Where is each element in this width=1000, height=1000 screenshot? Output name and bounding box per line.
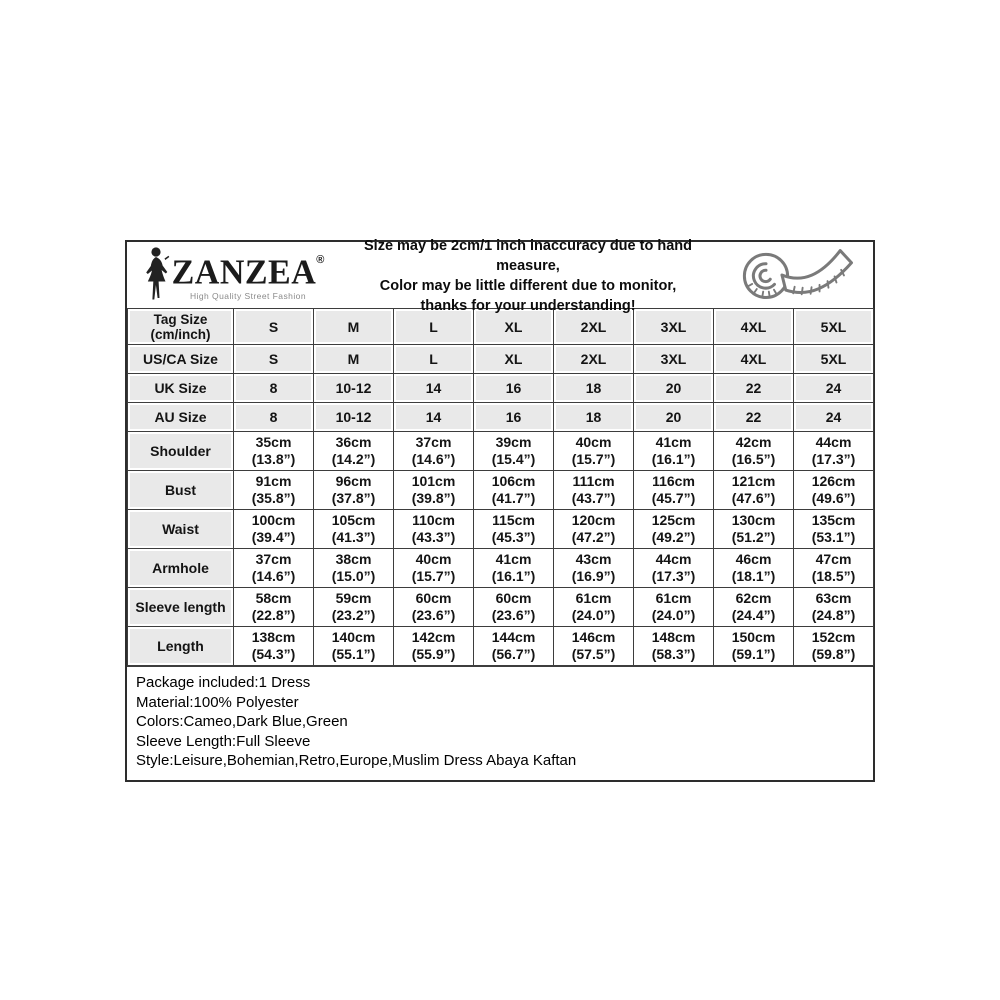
product-details — [127, 666, 873, 780]
measure-cm: 37cm — [255, 550, 292, 567]
measure-disclaimer — [335, 234, 721, 316]
measure-inch: (57.5”) — [571, 646, 616, 662]
table-row-length — [128, 627, 874, 666]
size-cell: 14 — [394, 403, 474, 432]
measure-inch: (15.0”) — [331, 568, 376, 584]
measure-cm: 125cm — [651, 511, 696, 528]
measure-cm: 135cm — [811, 511, 856, 528]
size-cell: 10-12 — [314, 374, 394, 403]
measure-inch: (22.8”) — [251, 607, 296, 623]
measure-cell — [714, 549, 794, 588]
measure-inch: (55.9”) — [411, 646, 456, 662]
measure-cm: 105cm — [331, 511, 376, 528]
row-label-au: AU Size — [128, 403, 234, 432]
measure-cell — [394, 627, 474, 666]
measure-cm: 46cm — [735, 550, 772, 567]
measure-inch: (14.2”) — [331, 451, 376, 467]
measure-cm: 61cm — [575, 589, 612, 606]
measure-inch: (14.6”) — [411, 451, 456, 467]
measure-inch: (43.7”) — [571, 490, 616, 506]
measure-inch: (16.1”) — [491, 568, 536, 584]
measure-inch: (24.8”) — [811, 607, 856, 623]
size-cell: M — [314, 345, 394, 374]
brand-name-line — [171, 253, 325, 292]
measure-cm: 121cm — [731, 472, 776, 489]
measure-inch: (47.2”) — [571, 529, 616, 545]
measure-cell — [634, 549, 714, 588]
measure-cell — [234, 549, 314, 588]
size-cell: 10-12 — [314, 403, 394, 432]
measure-cell — [794, 549, 874, 588]
header-banner — [127, 238, 873, 314]
measure-cm: 35cm — [255, 433, 292, 450]
size-cell: S — [234, 309, 314, 345]
measure-cm: 47cm — [815, 550, 852, 567]
detail-material: Material:100% Polyester — [136, 693, 299, 711]
measuring-tape-icon — [721, 244, 873, 306]
measure-cell — [714, 432, 794, 471]
measure-cell — [634, 432, 714, 471]
row-label-usca: US/CA Size — [128, 345, 234, 374]
measure-cm: 138cm — [251, 628, 296, 645]
measure-cell — [554, 588, 634, 627]
measure-cm: 120cm — [571, 511, 616, 528]
registered-mark: ® — [316, 254, 325, 266]
measure-cm: 100cm — [251, 511, 296, 528]
measure-inch: (15.4”) — [491, 451, 536, 467]
measure-cell — [234, 471, 314, 510]
measure-inch: (15.7”) — [571, 451, 616, 467]
size-cell: 3XL — [634, 309, 714, 345]
size-cell: 3XL — [634, 345, 714, 374]
measure-cell — [714, 588, 794, 627]
measure-cm: 152cm — [811, 628, 856, 645]
measure-cm: 38cm — [335, 550, 372, 567]
detail-sleeve-length: Sleeve Length:Full Sleeve — [136, 732, 311, 750]
measure-inch: (24.4”) — [731, 607, 776, 623]
size-cell: 18 — [554, 374, 634, 403]
measure-cell — [474, 471, 554, 510]
measure-inch: (55.1”) — [331, 646, 376, 662]
measure-cm: 63cm — [815, 589, 852, 606]
size-cell: 24 — [794, 403, 874, 432]
measure-inch: (17.3”) — [651, 568, 696, 584]
table-row-usca-size — [128, 345, 874, 374]
measure-cell — [474, 588, 554, 627]
disclaimer-line-1: Size may be 2cm/1 inch inaccuracy due to hand measure, — [364, 238, 692, 274]
size-cell: S — [234, 345, 314, 374]
measure-cm: 42cm — [735, 433, 772, 450]
brand-name: ZANZEA — [171, 253, 317, 292]
table-row-armhole — [128, 549, 874, 588]
measure-inch: (58.3”) — [651, 646, 696, 662]
measure-inch: (24.0”) — [571, 607, 616, 623]
measure-cm: 40cm — [415, 550, 452, 567]
measure-inch: (49.2”) — [651, 529, 696, 545]
measure-cell — [234, 627, 314, 666]
measure-cm: 101cm — [411, 472, 456, 489]
row-label-length: Length — [128, 627, 234, 666]
measure-inch: (53.1”) — [811, 529, 856, 545]
measure-inch: (17.3”) — [811, 451, 856, 467]
detail-package: Package included:1 Dress — [136, 674, 311, 691]
row-label-armhole: Armhole — [128, 549, 234, 588]
measure-inch: (13.8”) — [251, 451, 296, 467]
table-row-au-size — [128, 403, 874, 432]
measure-cell — [554, 432, 634, 471]
measure-cell — [234, 510, 314, 549]
measure-cm: 150cm — [731, 628, 776, 645]
measure-inch: (14.6”) — [251, 568, 296, 584]
measure-inch: (35.8”) — [251, 490, 296, 506]
detail-colors: Colors:Cameo,Dark Blue,Green — [136, 713, 348, 731]
measure-cm: 60cm — [415, 589, 452, 606]
measure-cell — [474, 510, 554, 549]
measure-cm: 91cm — [255, 472, 292, 489]
size-chart-table — [127, 308, 874, 666]
measure-cm: 58cm — [255, 589, 292, 606]
measure-inch: (49.6”) — [811, 490, 856, 506]
row-label-tag-size — [128, 309, 234, 345]
measure-cell — [794, 471, 874, 510]
size-cell: 16 — [474, 374, 554, 403]
measure-inch: (41.3”) — [331, 529, 376, 545]
measure-cm: 116cm — [652, 472, 695, 489]
measure-cm: 140cm — [331, 628, 376, 645]
measure-cell — [394, 510, 474, 549]
measure-inch: (56.7”) — [491, 646, 536, 662]
measure-inch: (41.7”) — [491, 490, 536, 506]
measure-inch: (15.7”) — [411, 568, 456, 584]
size-cell: 8 — [234, 403, 314, 432]
measure-inch: (16.5”) — [731, 451, 776, 467]
table-row-shoulder — [128, 432, 874, 471]
measure-cm: 148cm — [651, 628, 696, 645]
measure-cm: 44cm — [815, 433, 852, 450]
measure-cm: 106cm — [491, 472, 536, 489]
measure-inch: (47.6”) — [731, 490, 776, 506]
measure-cell — [794, 627, 874, 666]
measure-cell — [794, 432, 874, 471]
measure-cell — [314, 471, 394, 510]
measure-cell — [474, 549, 554, 588]
size-cell: 2XL — [554, 309, 634, 345]
measure-inch: (18.1”) — [731, 568, 776, 584]
measure-cell — [314, 588, 394, 627]
row-label-waist: Waist — [128, 510, 234, 549]
measure-cell — [314, 549, 394, 588]
woman-silhouette-icon — [144, 247, 170, 301]
measure-cm: 126cm — [811, 472, 856, 489]
measure-cell — [314, 627, 394, 666]
size-chart-sheet — [125, 240, 875, 782]
measure-cm: 41cm — [655, 433, 692, 450]
row-label-sleeve-length: Sleeve length — [128, 588, 234, 627]
brand-wordmark — [171, 253, 325, 301]
detail-style: Style:Leisure,Bohemian,Retro,Europe,Muslim Dress Abaya Kaftan — [136, 752, 577, 770]
measure-cell — [314, 510, 394, 549]
size-cell: 24 — [794, 374, 874, 403]
measure-inch: (37.8”) — [331, 490, 376, 506]
measure-cell — [554, 627, 634, 666]
measure-cell — [554, 549, 634, 588]
measure-inch: (59.8”) — [811, 646, 856, 662]
measure-cm: 39cm — [495, 433, 532, 450]
measure-cell — [714, 471, 794, 510]
measure-cell — [234, 588, 314, 627]
measure-inch: (45.7”) — [651, 490, 696, 506]
measure-inch: (39.8”) — [411, 490, 456, 506]
disclaimer-line-3: thanks for your understanding! — [420, 298, 636, 314]
table-row-waist — [128, 510, 874, 549]
measure-inch: (59.1”) — [731, 646, 776, 662]
measure-cell — [394, 471, 474, 510]
measure-inch: (23.6”) — [411, 607, 456, 623]
measure-cm: 60cm — [495, 589, 532, 606]
measure-cm: 40cm — [575, 433, 612, 450]
measure-cell — [714, 627, 794, 666]
size-cell: 16 — [474, 403, 554, 432]
measure-inch: (18.5”) — [811, 568, 856, 584]
measure-cell — [794, 588, 874, 627]
measure-cm: 61cm — [655, 589, 692, 606]
row-label-line-2: (cm/inch) — [150, 326, 211, 342]
row-label-bust: Bust — [128, 471, 234, 510]
measure-cm: 144cm — [491, 628, 536, 645]
measure-cell — [394, 549, 474, 588]
measure-cell — [474, 432, 554, 471]
size-cell: 18 — [554, 403, 634, 432]
brand-tagline: High Quality Street Fashion — [189, 291, 307, 301]
size-cell: L — [394, 309, 474, 345]
measure-cm: 115cm — [492, 511, 535, 528]
row-label-line-1: Tag Size — [153, 311, 208, 327]
size-cell: L — [394, 345, 474, 374]
measure-inch: (39.4”) — [251, 529, 296, 545]
size-cell: 8 — [234, 374, 314, 403]
measure-cell — [634, 510, 714, 549]
measure-cm: 110cm — [412, 511, 455, 528]
measure-cm: 62cm — [735, 589, 772, 606]
size-cell: M — [314, 309, 394, 345]
size-cell: 20 — [634, 374, 714, 403]
size-cell: 22 — [714, 403, 794, 432]
measure-cell — [234, 432, 314, 471]
measure-inch: (16.1”) — [651, 451, 696, 467]
measure-cm: 37cm — [415, 433, 452, 450]
measure-cm: 36cm — [335, 433, 372, 450]
measure-cm: 130cm — [731, 511, 776, 528]
measure-cell — [474, 627, 554, 666]
size-cell: XL — [474, 309, 554, 345]
measure-inch: (23.2”) — [331, 607, 376, 623]
measure-cm: 43cm — [575, 550, 612, 567]
size-cell: 4XL — [714, 309, 794, 345]
size-cell: 5XL — [794, 309, 874, 345]
size-cell: 2XL — [554, 345, 634, 374]
table-row-uk-size — [128, 374, 874, 403]
measure-inch: (24.0”) — [651, 607, 696, 623]
measure-cm: 59cm — [335, 589, 372, 606]
measure-cm: 111cm — [572, 472, 615, 489]
measure-cell — [634, 627, 714, 666]
measure-cell — [394, 432, 474, 471]
measure-inch: (51.2”) — [731, 529, 776, 545]
measure-inch: (43.3”) — [411, 529, 456, 545]
table-row-sleeve-length — [128, 588, 874, 627]
measure-cm: 44cm — [655, 550, 692, 567]
measure-cm: 41cm — [495, 550, 532, 567]
measure-inch: (54.3”) — [251, 646, 296, 662]
table-row-bust — [128, 471, 874, 510]
measure-cell — [714, 510, 794, 549]
measure-cm: 146cm — [571, 628, 616, 645]
brand-logo — [127, 245, 335, 305]
measure-inch: (23.6”) — [491, 607, 536, 623]
measure-cm: 96cm — [335, 472, 372, 489]
measure-cell — [554, 471, 634, 510]
disclaimer-line-2: Color may be little different due to monitor, — [379, 278, 677, 294]
measure-cell — [794, 510, 874, 549]
measure-cell — [634, 471, 714, 510]
measure-cell — [394, 588, 474, 627]
measure-cell — [554, 510, 634, 549]
measure-cell — [634, 588, 714, 627]
size-cell: 4XL — [714, 345, 794, 374]
measure-cell — [314, 432, 394, 471]
size-cell: XL — [474, 345, 554, 374]
size-cell: 22 — [714, 374, 794, 403]
size-cell: 5XL — [794, 345, 874, 374]
size-cell: 14 — [394, 374, 474, 403]
row-label-uk: UK Size — [128, 374, 234, 403]
size-cell: 20 — [634, 403, 714, 432]
row-label-shoulder: Shoulder — [128, 432, 234, 471]
measure-cm: 142cm — [411, 628, 456, 645]
measure-inch: (16.9”) — [571, 568, 616, 584]
measure-inch: (45.3”) — [491, 529, 536, 545]
